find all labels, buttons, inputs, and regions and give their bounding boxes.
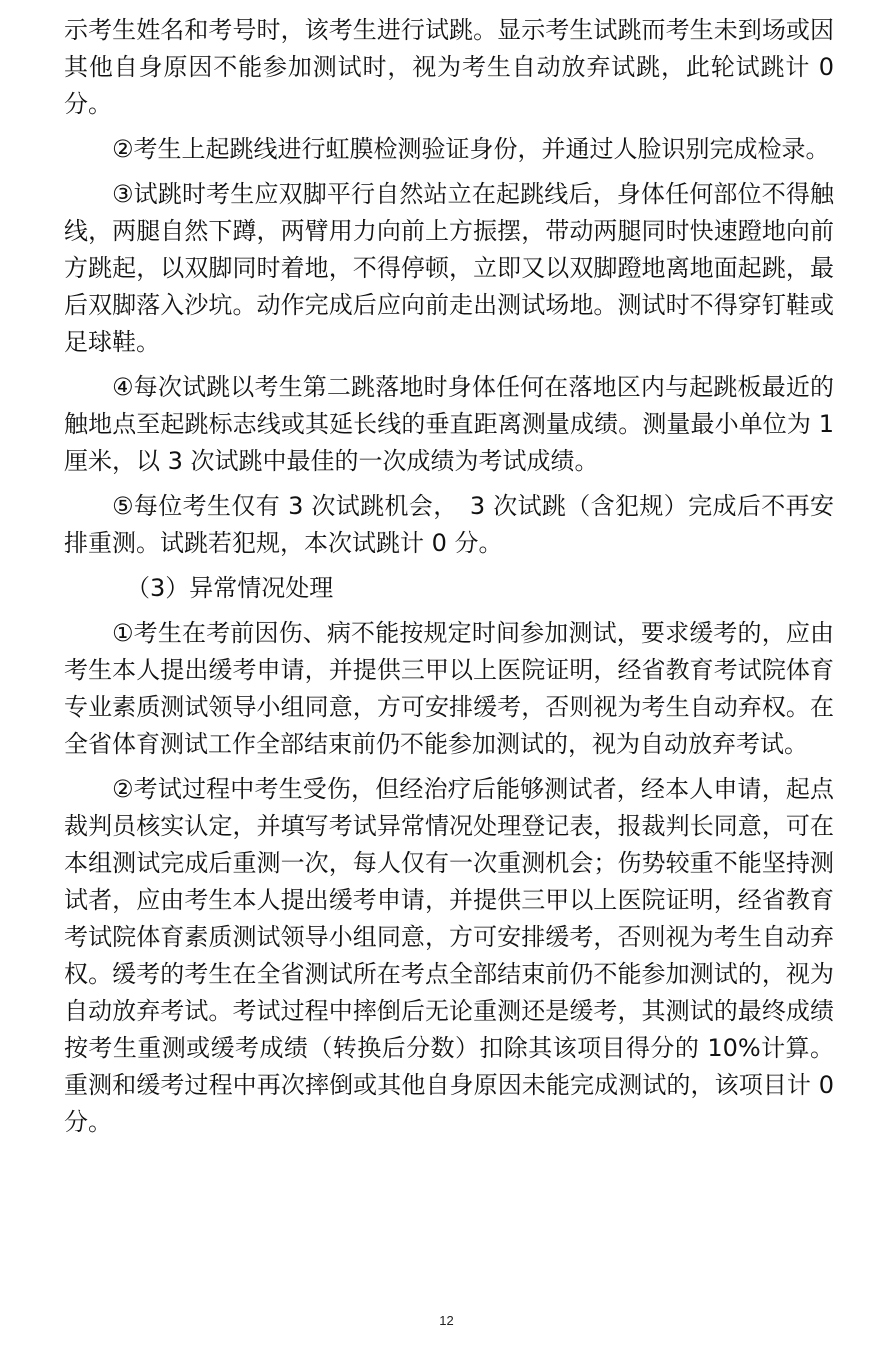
paragraph-abnormal-item-1-deferral: ①考生在考前因伤、病不能按规定时间参加测试，要求缓考的，应由考生本人提出缓考申请，并提供三甲以上医院证明，经省教育考试院体育专业素质测试领导小组同意，方可安排缓考，否则视为考生自动弃权。在全省体育测试工作全部结束前仍不能参加测试的，视为自动放弃考试。 — [64, 619, 834, 758]
page-number: 12 — [439, 1313, 454, 1328]
paragraph-item-2-identity-check: ②考生上起跳线进行虹膜检测验证身份，并通过人脸识别完成检录。 — [112, 135, 830, 163]
paragraph-item-4-measurement: ④每次试跳以考生第二跳落地时身体任何在落地区内与起跳板最近的触地点至起跳标志线或其延长线的垂直距离测量成绩。测量最小单位为 1 厘米，以 3 次试跳中最佳的一次成绩为考试成绩。 — [64, 373, 834, 475]
document-body — [64, 12, 834, 1141]
paragraph-abnormal-item-2-injury: ②考试过程中考生受伤，但经治疗后能够测试者，经本人申请，起点裁判员核实认定，并填写考试异常情况处理登记表，报裁判长同意，可在本组测试完成后重测一次，每人仅有一次重测机会；伤势较重不能坚持测试者，应由考生本人提出缓考申请，并提供三甲以上医院证明，经省教育考试院体育素质测试领导小组同意，方可安排缓考，否则视为考生自动弃权。缓考的考生在全省测试所在考点全部结束前仍不能参加测试的，视为自动放弃考试。考试过程中摔倒后无论重测还是缓考，其测试的最终成绩按考生重测或缓考成绩（转换后分数）扣除其该项目得分的 10%计算。重测和缓考过程中再次摔倒或其他自身原因未能完成测试的，该项目计 0 分。 — [64, 775, 834, 1136]
paragraph-item-3-jump-technique: ③试跳时考生应双脚平行自然站立在起跳线后，身体任何部位不得触线，两腿自然下蹲，两臂用力向前上方振摆，带动两腿同时快速蹬地向前方跳起，以双脚同时着地，不得停顿，立即又以双脚蹬地离地面起跳，最后双脚落入沙坑。动作完成后应向前走出测试场地。测试时不得穿钉鞋或足球鞋。 — [64, 180, 834, 356]
section-heading-abnormal-handling: （3）异常情况处理 — [126, 574, 334, 602]
paragraph-continuation: 示考生姓名和考号时，该考生进行试跳。显示考生试跳而考生未到场或因其他自身原因不能参加测试时，视为考生自动放弃试跳，此轮试跳计 0 分。 — [64, 16, 834, 118]
paragraph-item-5-attempts: ⑤每位考生仅有 3 次试跳机会， 3 次试跳（含犯规）完成后不再安排重测。试跳若犯规，本次试跳计 0 分。 — [64, 492, 834, 557]
